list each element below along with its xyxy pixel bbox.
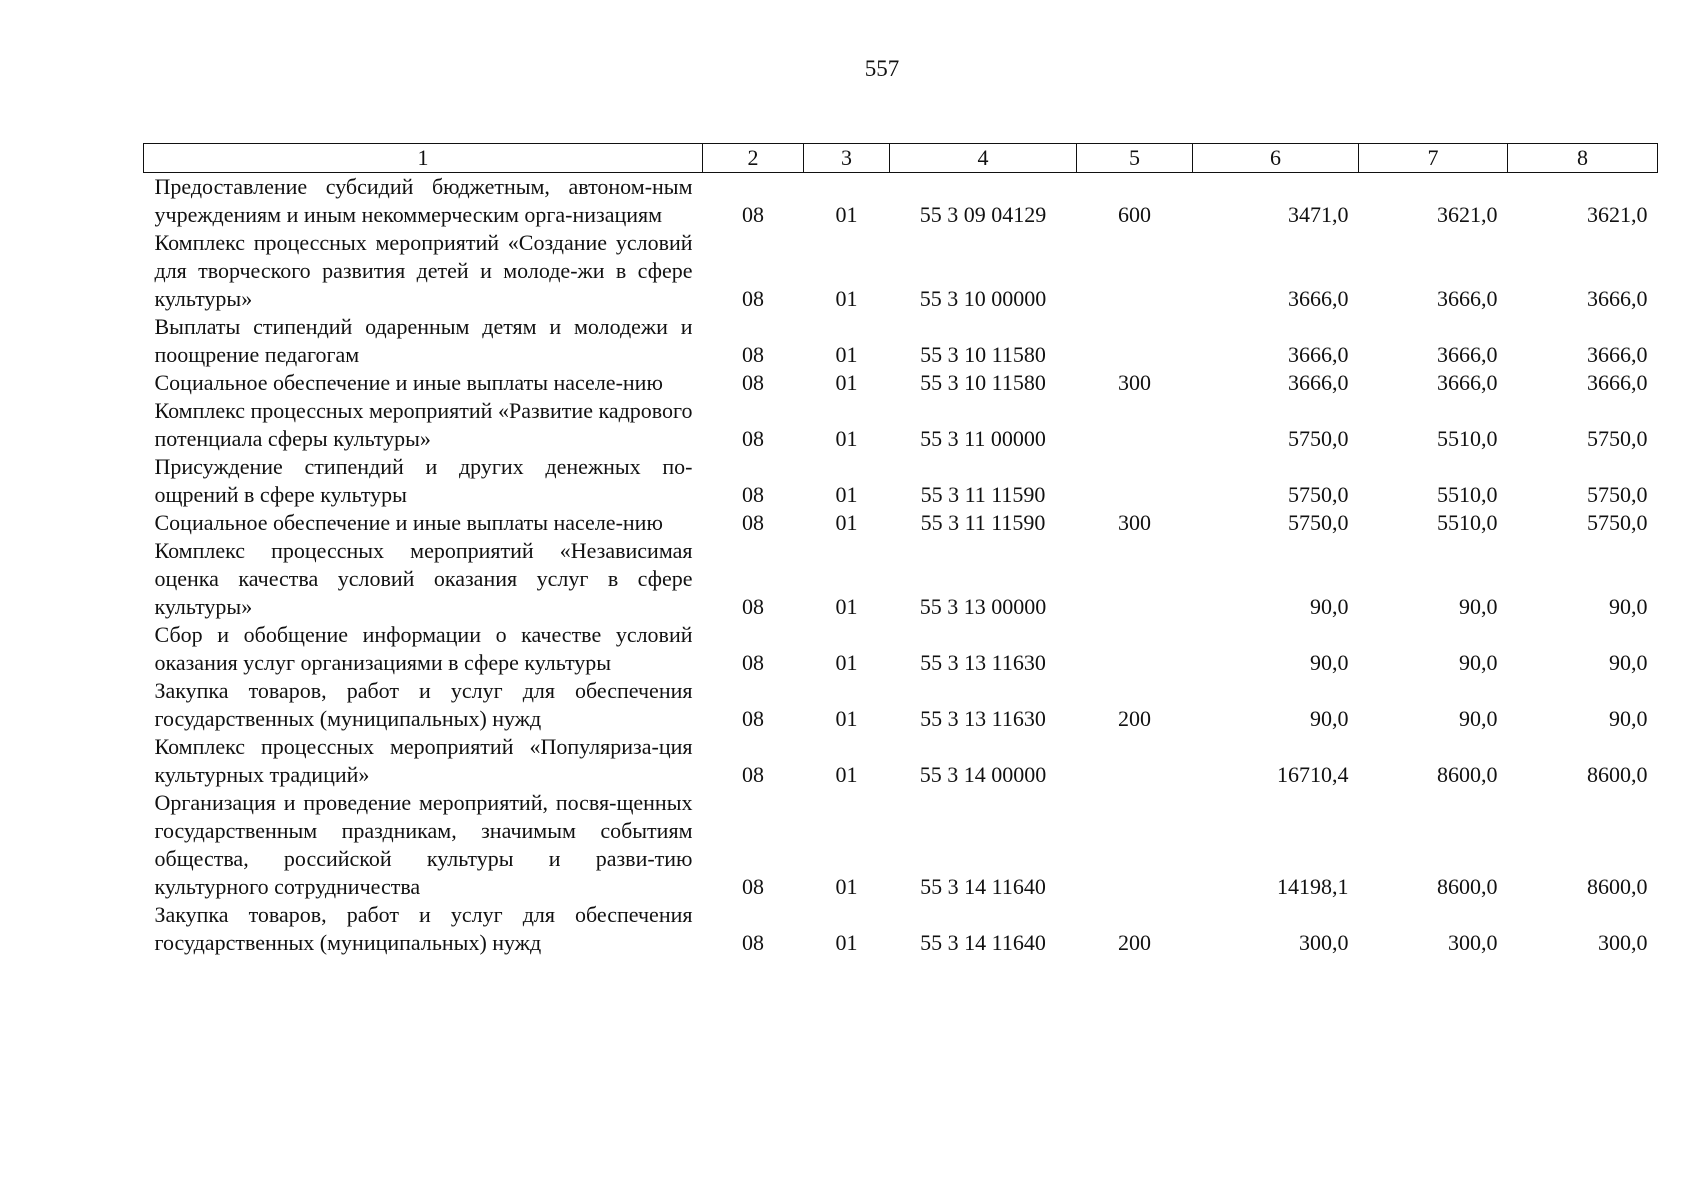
- column-header-2: 2: [703, 144, 804, 173]
- row-amount-col8: 3666,0: [1587, 370, 1648, 395]
- row-name: Закупка товаров, работ и услуг для обеспечения государственных (муниципальных) нужд: [154, 902, 693, 955]
- table-row: [144, 313, 1658, 369]
- row-expense-type: [1077, 229, 1193, 313]
- row-name: Предоставление субсидий бюджетным, автоном-ным учреждениям и иным некоммерческим орга-низациям: [154, 174, 693, 227]
- row-amount-col7: 3666,0: [1437, 370, 1498, 395]
- row-expense-type: 300: [1118, 510, 1151, 535]
- row-subsection-code: 01: [835, 370, 858, 395]
- column-header-8: 8: [1508, 144, 1658, 173]
- row-subsection-code: 01: [835, 874, 858, 899]
- row-section-code: 08: [742, 650, 764, 675]
- row-target-article: 55 3 11 00000: [920, 426, 1046, 451]
- row-target-article: 55 3 14 00000: [919, 762, 1047, 787]
- row-name: Выплаты стипендий одаренным детям и молодежи и поощрение педагогам: [154, 314, 693, 367]
- row-amount-col6: 5750,0: [1288, 426, 1349, 451]
- row-amount-col6: 5750,0: [1288, 482, 1349, 507]
- row-section-code: 08: [742, 342, 764, 367]
- table-row: [144, 733, 1658, 789]
- row-amount-col8: 5750,0: [1587, 510, 1648, 535]
- row-amount-col8: 90,0: [1609, 594, 1648, 619]
- row-expense-type: [1077, 789, 1193, 901]
- column-header-3: 3: [804, 144, 890, 173]
- table-body: [144, 173, 1658, 958]
- table-row: [144, 173, 1658, 230]
- row-expense-type: 600: [1118, 202, 1151, 227]
- row-amount-col7: 3666,0: [1437, 286, 1498, 311]
- row-amount-col7: 3621,0: [1437, 202, 1498, 227]
- row-amount-col7: 3666,0: [1437, 342, 1498, 367]
- row-amount-col6: 300,0: [1299, 930, 1349, 955]
- column-header-6: 6: [1193, 144, 1359, 173]
- column-header-5: 5: [1077, 144, 1193, 173]
- column-header-4: 4: [890, 144, 1077, 173]
- table-row: [144, 901, 1658, 957]
- row-name: Комплекс процессных мероприятий «Развитие кадрового потенциала сферы культуры»: [154, 398, 693, 451]
- row-target-article: 55 3 10 11580: [920, 342, 1046, 367]
- row-name: Комплекс процессных мероприятий «Популяриза-ция культурных традиций»: [154, 734, 693, 787]
- table-row: [144, 229, 1658, 313]
- table-row: [144, 397, 1658, 453]
- row-subsection-code: 01: [835, 286, 858, 311]
- row-amount-col7: 90,0: [1459, 706, 1498, 731]
- row-name: Социальное обеспечение и иные выплаты населе-нию: [154, 370, 663, 395]
- row-target-article: 55 3 11 11590: [920, 510, 1046, 535]
- row-amount-col6: 90,0: [1310, 594, 1349, 619]
- row-amount-col8: 3621,0: [1587, 202, 1648, 227]
- row-amount-col8: 8600,0: [1587, 762, 1648, 787]
- row-expense-type: [1077, 621, 1193, 677]
- row-amount-col8: 5750,0: [1587, 426, 1648, 451]
- row-amount-col8: 3666,0: [1587, 342, 1648, 367]
- table-row: [144, 789, 1658, 901]
- row-expense-type: 200: [1118, 706, 1151, 731]
- row-section-code: 08: [742, 286, 764, 311]
- row-name: Организация и проведение мероприятий, посвя-щенных государственным праздникам, значимым событиям общества, российской культуры и разви-тию культурного сотрудничества: [154, 790, 693, 899]
- row-section-code: 08: [742, 202, 764, 227]
- table-row: [144, 621, 1658, 677]
- row-amount-col7: 5510,0: [1437, 510, 1498, 535]
- row-subsection-code: 01: [835, 930, 858, 955]
- row-name: Комплекс процессных мероприятий «Создание условий для творческого развития детей и молоде-жи в сфере культуры»: [154, 230, 693, 311]
- budget-table-container: [143, 143, 1657, 957]
- row-amount-col7: 90,0: [1459, 594, 1498, 619]
- row-amount-col7: 8600,0: [1437, 762, 1498, 787]
- column-header-7: 7: [1359, 144, 1508, 173]
- page-number: 557: [864, 56, 900, 81]
- row-name: Сбор и обобщение информации о качестве условий оказания услуг организациями в сфере культуры: [154, 622, 693, 675]
- row-section-code: 08: [742, 426, 764, 451]
- row-target-article: 55 3 09 04129: [919, 202, 1047, 227]
- row-amount-col6: 14198,1: [1277, 874, 1349, 899]
- table-row: [144, 509, 1658, 537]
- row-section-code: 08: [742, 510, 764, 535]
- row-target-article: 55 3 10 00000: [919, 286, 1047, 311]
- row-section-code: 08: [742, 930, 764, 955]
- row-expense-type: [1077, 733, 1193, 789]
- row-expense-type: [1077, 313, 1193, 369]
- row-amount-col8: 8600,0: [1587, 874, 1648, 899]
- row-section-code: 08: [742, 594, 764, 619]
- row-target-article: 55 3 13 11630: [920, 706, 1046, 731]
- row-expense-type: [1077, 537, 1193, 621]
- row-amount-col6: 90,0: [1310, 650, 1349, 675]
- row-target-article: 55 3 13 00000: [919, 594, 1047, 619]
- row-amount-col6: 3666,0: [1288, 286, 1349, 311]
- row-expense-type: [1077, 453, 1193, 509]
- row-amount-col7: 90,0: [1459, 650, 1498, 675]
- row-amount-col7: 300,0: [1448, 930, 1498, 955]
- row-expense-type: [1077, 397, 1193, 453]
- row-amount-col8: 5750,0: [1587, 482, 1648, 507]
- row-target-article: 55 3 14 11640: [920, 930, 1046, 955]
- row-subsection-code: 01: [835, 706, 858, 731]
- row-amount-col6: 16710,4: [1277, 762, 1349, 787]
- table-row: [144, 537, 1658, 621]
- row-amount-col7: 5510,0: [1437, 426, 1498, 451]
- row-amount-col8: 90,0: [1609, 706, 1648, 731]
- row-subsection-code: 01: [835, 650, 858, 675]
- row-target-article: 55 3 14 11640: [920, 874, 1046, 899]
- row-amount-col6: 90,0: [1310, 706, 1349, 731]
- row-section-code: 08: [742, 482, 764, 507]
- row-subsection-code: 01: [835, 510, 858, 535]
- row-name: Закупка товаров, работ и услуг для обеспечения государственных (муниципальных) нужд: [154, 678, 693, 731]
- row-target-article: 55 3 13 11630: [920, 650, 1046, 675]
- row-section-code: 08: [742, 874, 764, 899]
- row-amount-col8: 90,0: [1609, 650, 1648, 675]
- row-section-code: 08: [742, 706, 764, 731]
- row-subsection-code: 01: [835, 342, 858, 367]
- row-target-article: 55 3 11 11590: [920, 482, 1046, 507]
- row-name: Присуждение стипендий и других денежных по-ощрений в сфере культуры: [154, 454, 693, 507]
- row-amount-col7: 5510,0: [1437, 482, 1498, 507]
- table-row: [144, 453, 1658, 509]
- row-subsection-code: 01: [835, 202, 858, 227]
- row-subsection-code: 01: [835, 762, 858, 787]
- column-header-1: 1: [144, 144, 703, 173]
- row-amount-col6: 3666,0: [1288, 342, 1349, 367]
- row-amount-col6: 3666,0: [1288, 370, 1349, 395]
- budget-table: [143, 143, 1658, 957]
- table-row: [144, 369, 1658, 397]
- row-subsection-code: 01: [835, 426, 858, 451]
- row-expense-type: 200: [1118, 930, 1151, 955]
- row-amount-col7: 8600,0: [1437, 874, 1498, 899]
- row-amount-col8: 300,0: [1598, 930, 1648, 955]
- row-amount-col8: 3666,0: [1587, 286, 1648, 311]
- row-expense-type: 300: [1118, 370, 1151, 395]
- row-subsection-code: 01: [835, 482, 858, 507]
- row-amount-col6: 5750,0: [1288, 510, 1349, 535]
- row-target-article: 55 3 10 11580: [920, 370, 1046, 395]
- row-section-code: 08: [742, 762, 764, 787]
- row-name: Комплекс процессных мероприятий «Независимая оценка качества условий оказания услуг в сфере культуры»: [154, 538, 693, 619]
- table-row: [144, 677, 1658, 733]
- header-row: [144, 144, 1658, 173]
- row-name: Социальное обеспечение и иные выплаты населе-нию: [154, 510, 663, 535]
- table-header: [144, 144, 1658, 173]
- row-amount-col6: 3471,0: [1288, 202, 1349, 227]
- row-section-code: 08: [742, 370, 764, 395]
- row-subsection-code: 01: [835, 594, 858, 619]
